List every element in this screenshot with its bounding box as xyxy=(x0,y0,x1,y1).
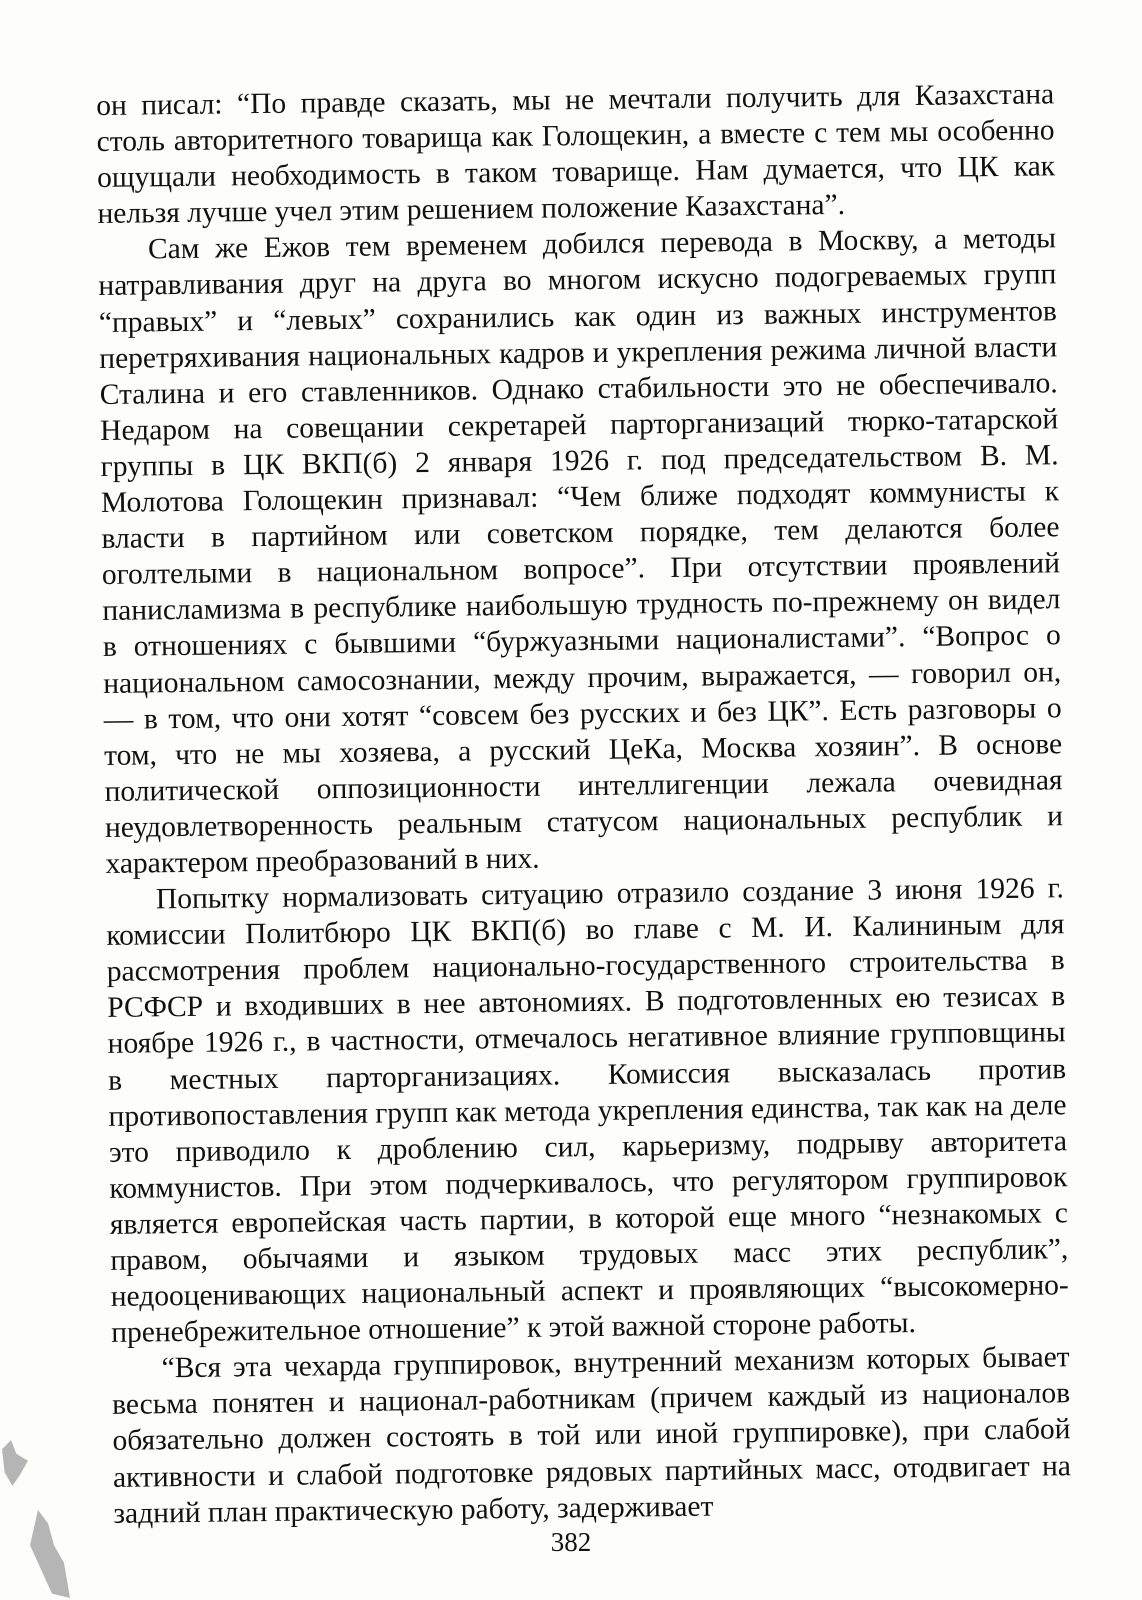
paragraph-4: “Вся эта чехарда группировок, внутренний механизм которых бывает весьма понятен и национал-работникам (причем каждый из националов обязательно должен состоять в той или иной группировке), при слабой активности и слабой подготовке рядовых партийных масс, отодвигает на задний план практическую работу, задерживает xyxy=(111,1341,1072,1530)
page-body-text xyxy=(96,76,1072,1530)
paragraph-2: Сам же Ежов тем временем добился перевода в Москву, а методы натравливания друг на друга во многом искусно подогреваемых групп “правых” и “левых” сохранились как один из важных инструментов перетряхивания национальных кадров и укрепления режима личной власти Сталина и его ставленников. Однако стабильности это не обеспечивало. Недаром на совещании секретарей парторганизаций тюрко-татарской группы в ЦК ВКП(б) 2 января 1926 г. под председательством В. М. Молотова Голощекин признавал: “Чем ближе подходят коммунисты к власти в партийном или советском порядке, тем делаются более оголтелыми в национальном вопросе”. При отсутствии проявлений панисламизма в республике наибольшую трудность по-прежнему он видел в отношениях с бывшими “буржуазными националистами”. “Вопрос о национальном самосознании, между прочим, выражается, — говорил он, — в том, что они хотят “совсем без русских и без ЦК”. Есть разговоры о том, что не мы хозяева, а русский ЦеКа, Москва хозяин”. В основе политической оппозиционности интеллигенции лежала очевидная неудовлетворенность реальным статусом национальных республик и характером преобразований в них. xyxy=(98,222,1064,880)
paragraph-1: он писал: “По правде сказать, мы не мечтали получить для Казахстана столь авторитетного товарища как Голощекин, а вместе с тем мы особенно ощущали необходимость в таком товарище. Нам думается, что ЦК как нельзя лучше учел этим решением положение Казахстана”. xyxy=(96,78,1056,231)
paragraph-3: Попытку нормализовать ситуацию отразило создание 3 июня 1926 г. комиссии Политбюро ЦК ВКП(б) во главе с М. И. Калининым для рассмотрения проблем национально-государственного строительства в РСФСР и входивших в нее автономиях. В подготовленных ею тезисах в ноябре 1926 г., в частности, отмечалось негативное влияние групповщины в местных парторганизациях. Комиссия высказалась против противопоставления групп как метода укрепления единства, так как на деле это приводило к дроблению сил, карьеризму, подрыву авторитета коммунистов. При этом подчеркивалось, что регулятором группировок является европейская часть партии, в которой еще много “незнакомых с правом, обычаями и языком трудовых масс этих республик”, недооценивающих национальный аспект и проявляющих “высокомерно-пренебрежительное отношение” к этой важной стороне работы. xyxy=(106,872,1069,1350)
scan-artifact-mark xyxy=(2,1440,28,1486)
page-number: 382 xyxy=(550,1527,592,1557)
